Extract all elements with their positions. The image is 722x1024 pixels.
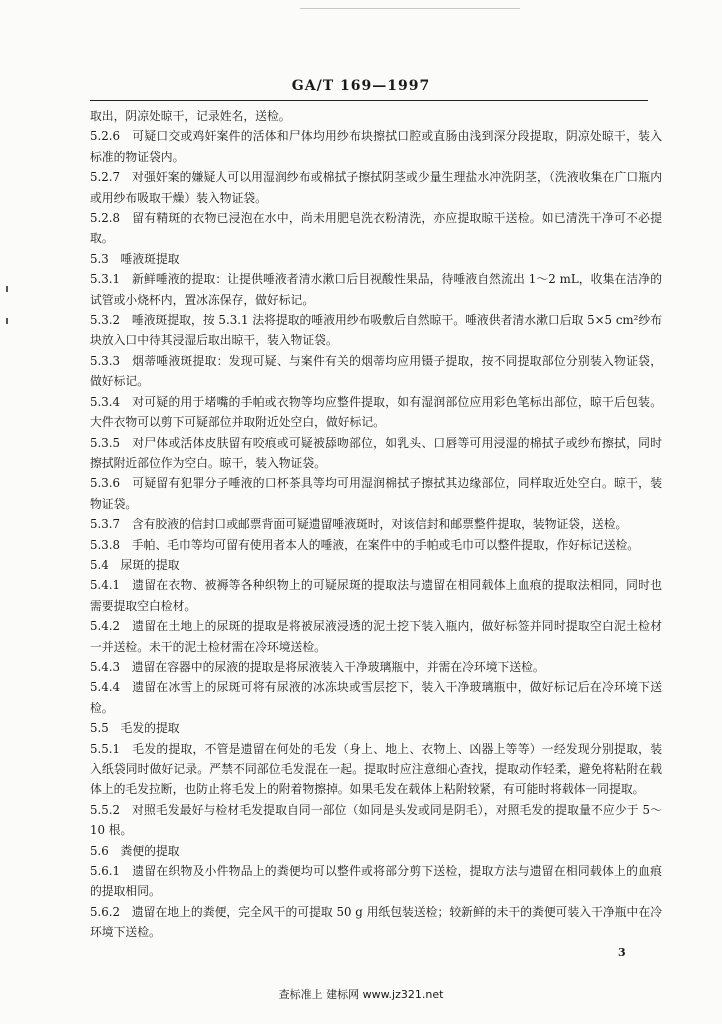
scan-top-line [300,8,520,9]
clause-paragraph: 5.4.4 遗留在冰雪上的尿斑可将有尿液的冰冻块或雪层挖下，装入干净玻璃瓶中，做好标记后在冷环境下送检。 [90,680,662,715]
clause-paragraph: 5.4.2 遗留在土地上的尿斑的提取是将被尿液浸透的泥土挖下装入瓶内，做好标签并同时提取空白泥土检材一并送检。未干的泥土检材需在冷环境送检。 [90,619,662,654]
clause-paragraph: 取出，阴凉处晾干，记录姓名，送检。 [90,109,291,123]
section-heading: 5.3 唾液斑提取 [90,251,180,266]
clause-paragraph: 5.4.1 遗留在衣物、被褥等各种织物上的可疑尿斑的提取法与遗留在相同载体上血痕的提取法相同，同时也需要提取空白检材。 [90,578,662,613]
clause-paragraph: 5.2.8 留有精斑的衣物已浸泡在水中，尚未用肥皂洗衣粉清洗，亦应提取晾干送检。如已清洗干净可不必提取。 [90,211,662,246]
clause-paragraph: 5.2.7 对强奸案的嫌疑人可以用湿润纱布或棉拭子擦拭阴茎或少量生理盐水冲洗阴茎，（洗液收集在广口瓶内或用纱布吸取干燥）装入物证袋。 [90,170,662,205]
clause-paragraph: 5.3.4 对可疑的用于堵嘴的手帕或衣物等均应整件提取，如有湿润部位应用彩色笔标出部位，晾干后包装。大件衣物可以剪下可疑部位并取附近处空白，做好标记。 [90,394,662,430]
clause-paragraph: 5.2.6 可疑口交或鸡奸案件的活体和尸体均用纱布块擦拭口腔或直肠由浅到深分段提取，阴凉处晾干，装入标准的物证袋内。 [90,129,662,164]
clause-paragraph: 5.6.2 遗留在地上的粪便，完全风干的可提取 50 g 用纸包装送检；较新鲜的未干的粪便可装入干净瓶中在冷环境下送检。 [90,904,662,940]
scan-mark [6,286,8,292]
section-heading: 5.5 毛发的提取 [90,721,180,736]
clause-paragraph: 5.3.1 新鲜唾液的提取：让提供唾液者清水漱口后目视酸性果品，待唾液自然流出 1～2 mL，收集在洁净的试管或小烧杯内，置冰冻保存，做好标记。 [90,272,662,307]
header-rule [90,100,648,101]
page-number: 3 [618,946,626,959]
clause-paragraph: 5.3.5 对尸体或活体皮肤留有咬痕或可疑被舔吻部位，如乳头、口唇等可用浸湿的棉拭子或纱布擦拭，同时擦拭附近部位作为空白。晾干，装入物证袋。 [90,435,662,470]
clause-paragraph: 5.3.8 手帕、毛巾等均可留有使用者本人的唾液，在案件中的手帕或毛巾可以整件提取，作好标记送检。 [90,537,640,552]
section-heading: 5.6 粪便的提取 [90,843,180,858]
clause-paragraph: 5.6.1 遗留在织物及小件物品上的粪便均可以整件或将部分剪下送检，提取方法与遗留在相同载体上的血痕的提取相同。 [90,864,662,899]
clause-paragraph: 5.3.2 唾液斑提取，按 5.3.1 法将提取的唾液用纱布吸敷后自然晾干。唾液供者清水漱口后取 5×5 cm²纱布块放入口中待其浸湿后取出晾干，装入物证袋。 [90,313,662,348]
clause-paragraph: 5.5.2 对照毛发最好与检材毛发提取自同一部位（如同是头发或同是阴毛），对照毛发的提取量不应少于 5～10 根。 [90,802,662,838]
clause-paragraph: 5.3.6 可疑留有犯罪分子唾液的口杯茶具等均可用湿润棉拭子擦拭其边缘部位，同样取近处空白。晾干，装物证袋。 [90,476,662,511]
section-heading: 5.4 尿斑的提取 [90,557,180,572]
document-code-header: GA/T 169—1997 [291,78,431,94]
clause-paragraph: 5.3.3 烟蒂唾液斑提取：发现可疑、与案件有关的烟蒂均应用镊子提取，按不同提取部位分别装入物证袋，做好标记。 [90,353,662,389]
document-body [90,106,662,943]
clause-paragraph: 5.5.1 毛发的提取，不管是遗留在何处的毛发（身上、地上、衣物上、凶器上等等）一经发现分别提取，装入纸袋同时做好记录。严禁不同部位毛发混在一起。提取时应注意细心查找，提取动作轻柔，避免将粘附在载体上的毛发拉断，也防止将毛发上的附着物擦掉。如果毛发在载体上粘附较紧，有可能时将载体一同提取。 [90,741,662,797]
footer-watermark-text: 查标准上 建标网 www.jz321.net [278,988,444,1001]
clause-paragraph: 5.3.7 含有胶液的信封口或邮票背面可疑遗留唾液斑时，对该信封和邮票整件提取，装物证袋，送检。 [90,517,628,532]
clause-paragraph: 5.4.3 遗留在容器中的尿液的提取是将尿液装入干净玻璃瓶中，并需在冷环境下送检。 [90,659,545,674]
scan-mark [6,318,8,324]
